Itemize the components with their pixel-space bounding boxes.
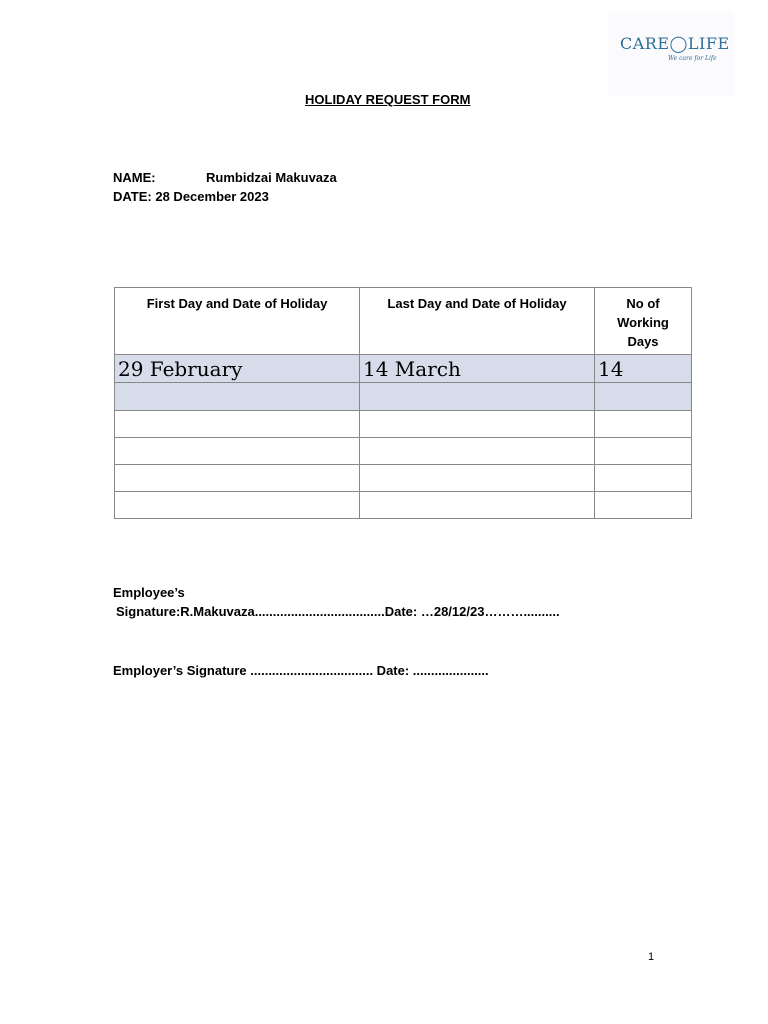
cell-last-day[interactable] <box>360 411 595 438</box>
header-working-days: No of Working Days <box>595 288 692 355</box>
header-last-day: Last Day and Date of Holiday <box>360 288 595 355</box>
name-value: Rumbidzai Makuvaza <box>206 170 337 185</box>
cell-first-day[interactable]: 29 February <box>115 355 360 383</box>
cell-last-day[interactable] <box>360 492 595 519</box>
logo-tagline: We care for Life <box>668 55 717 62</box>
cell-working-days[interactable]: 14 <box>595 355 692 383</box>
cell-working-days[interactable] <box>595 492 692 519</box>
cell-first-day[interactable] <box>115 465 360 492</box>
cell-first-day[interactable] <box>115 411 360 438</box>
employee-label: Employee’s <box>113 585 185 600</box>
table-row <box>115 465 692 492</box>
date-line: DATE: 28 December 2023 <box>113 189 269 204</box>
employer-signature-line: Employer’s Signature .................................. Date: ..................... <box>113 663 489 678</box>
table-row <box>115 355 692 383</box>
table-row <box>115 411 692 438</box>
table-header-row <box>115 288 692 355</box>
cell-last-day[interactable] <box>360 383 595 411</box>
cell-first-day[interactable] <box>115 438 360 465</box>
cell-working-days[interactable] <box>595 438 692 465</box>
cell-working-days[interactable] <box>595 411 692 438</box>
form-title: HOLIDAY REQUEST FORM <box>305 92 471 107</box>
header-first-day: First Day and Date of Holiday <box>115 288 360 355</box>
employee-signature-line: Signature:R.Makuvaza....................................Date: …28/12/23……….......... <box>116 604 560 619</box>
holiday-table <box>114 287 692 519</box>
cell-working-days[interactable] <box>595 383 692 411</box>
company-logo <box>608 12 734 96</box>
table-row <box>115 492 692 519</box>
cell-last-day[interactable] <box>360 438 595 465</box>
cell-last-day[interactable] <box>360 465 595 492</box>
cell-working-days[interactable] <box>595 465 692 492</box>
cell-first-day[interactable] <box>115 383 360 411</box>
cell-first-day[interactable] <box>115 492 360 519</box>
cell-last-day[interactable]: 14 March <box>360 355 595 383</box>
page-number: 1 <box>648 951 655 963</box>
table-row <box>115 438 692 465</box>
table-row <box>115 383 692 411</box>
logo-text: CARE◯LIFE <box>620 34 730 53</box>
name-label: NAME: <box>113 170 156 185</box>
